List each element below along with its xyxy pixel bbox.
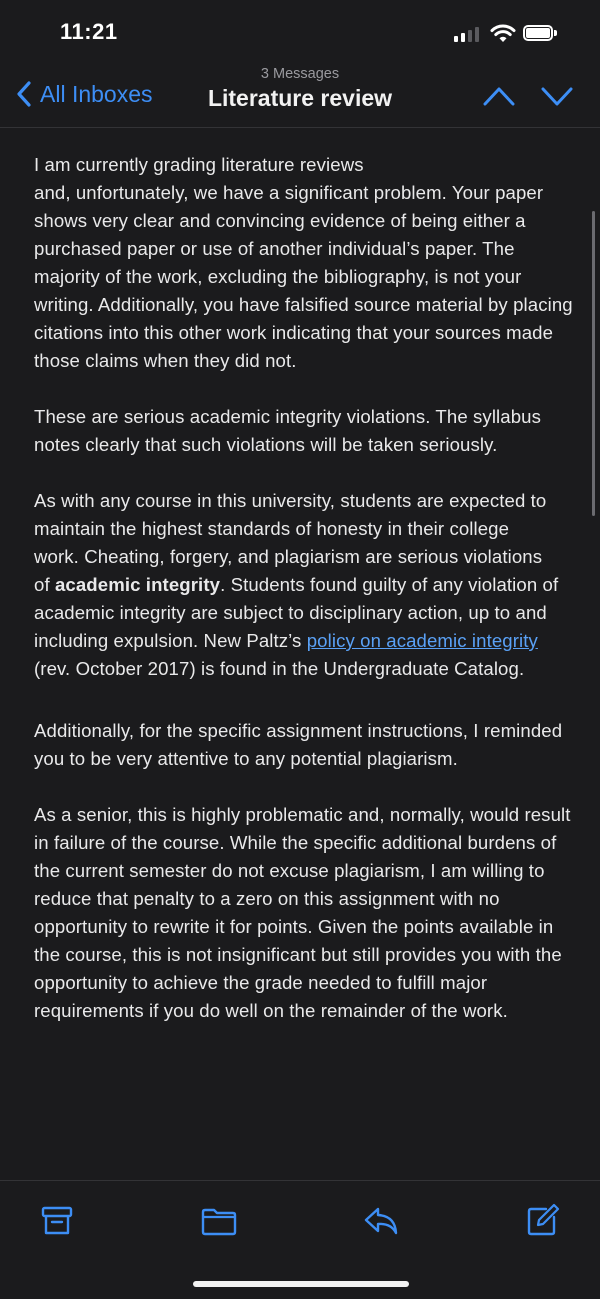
- message-navigation: [458, 84, 574, 108]
- quote-text-2: . Students found guilty of any violation of academic integrity are subject to disciplinary action, up to and including expulsion. New Paltz’s: [34, 574, 559, 651]
- archive-button[interactable]: [39, 1203, 75, 1239]
- archive-icon: [39, 1203, 75, 1239]
- compose-button[interactable]: [524, 1203, 560, 1239]
- back-button[interactable]: [16, 80, 153, 108]
- previous-message-button[interactable]: [482, 84, 516, 108]
- status-time: 11:21: [60, 19, 118, 44]
- cellular-signal-icon: [454, 26, 480, 42]
- policy-link[interactable]: policy on academic integrity: [306, 630, 538, 651]
- email-line-opening: I am currently grading literature reviews: [34, 154, 364, 175]
- email-paragraph-penalty: As a senior, this is highly problematic and, normally, would result in failure of the course. While the specific additional burdens of the current semester do not excuse plagiarism, I am willing to reduce that penalty to a zero on this assignment with no opportunity to rewrite it for points. Given the points available in the course, this is not insignificant but still provides you with the opportunity to achieve the grade needed to fulfill major requirements if you do well on the remainder of the work.: [34, 804, 571, 1021]
- status-bar: [0, 0, 600, 60]
- wifi-icon: [490, 24, 516, 44]
- scroll-indicator[interactable]: [592, 211, 595, 516]
- battery-icon: [523, 25, 557, 43]
- compose-icon: [524, 1203, 560, 1239]
- chevron-left-icon: [16, 80, 32, 108]
- bottom-toolbar: [0, 1180, 600, 1299]
- back-button-label: All Inboxes: [40, 80, 153, 107]
- message-count: 3 Messages: [260, 66, 340, 82]
- chevron-up-icon: [482, 84, 516, 108]
- reply-icon: [362, 1203, 400, 1239]
- quoted-policy: [34, 487, 559, 683]
- email-paragraph-opening: [34, 151, 574, 375]
- email-text-opening-rest: and, unfortunately, we have a significant problem. Your paper shows very clear and convincing evidence of being either a purchased paper or use of another individual’s paper. The majority of the work, excluding the bibliography, is not your writing. Additionally, you have falsified source material by placing citations into this other work indicating that your sources made those claims when they did not.: [34, 182, 573, 371]
- home-indicator[interactable]: [193, 1281, 409, 1287]
- move-to-folder-button[interactable]: [200, 1203, 236, 1239]
- next-message-button[interactable]: [540, 84, 574, 108]
- quote-bold-term: academic integrity: [54, 574, 221, 595]
- navigation-bar: [0, 60, 600, 128]
- page-title: Literature review: [207, 85, 393, 111]
- folder-icon: [200, 1203, 238, 1239]
- email-paragraph-violations: These are serious academic integrity violations. The syllabus notes clearly that such violations will be taken seriously.: [34, 406, 541, 455]
- nav-title-group: [150, 66, 450, 112]
- email-body: [34, 151, 574, 1025]
- reply-button[interactable]: [362, 1203, 398, 1239]
- chevron-down-icon: [540, 84, 574, 108]
- email-paragraph-instructions: Additionally, for the specific assignment instructions, I reminded you to be very attentive to any potential plagiarism.: [34, 720, 563, 769]
- quote-text-3: (rev. October 2017) is found in the Undergraduate Catalog.: [34, 658, 525, 679]
- quote-text-1: As with any course in this university, students are expected to maintain the highest standards of honesty in their college work. Cheating, forgery, and plagiarism are serious violations of: [34, 490, 547, 595]
